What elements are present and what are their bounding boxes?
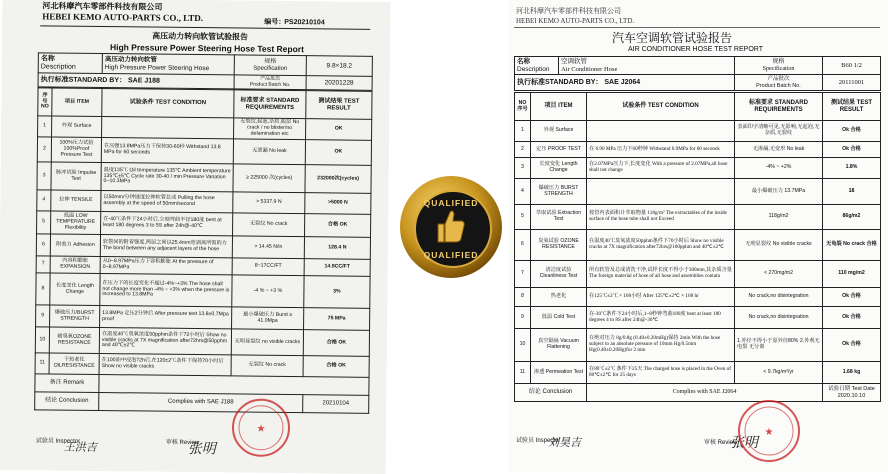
left-results-table bbox=[34, 87, 372, 413]
table-row: 10 真空隔扁 Vacuum Flattening 在绝对压力 8g/0.8g (0.40±0.20mHg)保持 2min With the hose subject to an absolute pressure of 10mm Hg/0.5mm Hg(0.40±0.20Hg)for 2 min 1.外径不得小于原外径80% 2.外观无电裂 无分离 Ok 合格 bbox=[515, 329, 881, 362]
left-info-table bbox=[38, 52, 373, 91]
right-col-no: NO 序号 bbox=[515, 93, 531, 121]
left-company-en: HEBEI KEMO AUTO-PARTS CO., LTD. bbox=[42, 11, 204, 24]
right-batch-value: 20111001 bbox=[823, 75, 881, 91]
left-col-item: 项目 ITEM bbox=[52, 88, 102, 117]
table-row: 3 脉冲试验 Impulse Test 温度135℃ Oil temperature 135℃ Ambient temperature 135℃±5℃ Cycle rate 30-40 / min Pressure Variation 0~10.3MPa ≥ 225000 次(cycles) 232000次(cycles) bbox=[37, 162, 371, 193]
right-test-report bbox=[508, 0, 888, 472]
right-conclusion-row bbox=[515, 384, 881, 402]
right-quality-stamp bbox=[738, 400, 800, 462]
left-title-en: High Pressure Power Steering Hose Test Report bbox=[109, 42, 304, 55]
table-row: 6 附着力 Adhesion 软管间的附着强度,两层之间以25.4mm宽剥离所需的力 The bond between any adjacent layers of the hose > 14.45 N/in 128.4 N bbox=[36, 234, 370, 259]
left-reviewer-label: 审核 Review bbox=[165, 439, 200, 447]
right-title-en: AIR CONDITIONER HOSE TEST REPORT bbox=[628, 46, 763, 53]
table-row: 3 长度变化 Length Change 在2.07MPa压力下,长度变化 With a pressure of 2.07MPa,all hose shall not change -4% ~ +2% 1.8% bbox=[515, 158, 881, 179]
right-standard: 执行标准STANDARD BY： SAE J2064 bbox=[515, 75, 735, 91]
left-name-value: 高压动力转向软管 High Pressure Power Steering Hose bbox=[102, 54, 234, 75]
right-conclusion-label: 结论 Conclusion bbox=[515, 384, 587, 402]
left-remark-label: 备注 Remark bbox=[35, 374, 99, 393]
table-row: 11 干热老化 OILRESISTANCE 在100油中浸泡72h后,在120±2℃条件下保持70小时后 Show no visible cracks 无裂纹 No crack 合格 OK bbox=[35, 353, 369, 377]
left-conclusion-row bbox=[35, 392, 369, 413]
right-reviewer-label: 审核 Review bbox=[704, 440, 738, 446]
left-conclusion-label: 结论 Conclusion bbox=[35, 392, 99, 411]
table-row: 2 定压 PROOF TEST 在 6.90 MPa 压力下60秒钟 Withstand 6.9MPa for 60 seconds 无渗漏,无变形 No leak Ok 合格 bbox=[515, 142, 881, 158]
svg-text:★: ★ bbox=[256, 423, 266, 435]
left-stamp-star-icon bbox=[234, 400, 289, 455]
left-batch-label: 产品批次 Product Batch No. bbox=[234, 75, 306, 90]
svg-text:★: ★ bbox=[764, 427, 774, 438]
table-row: 5 萃取试验 Extraction Test 按管内表面积计萃取物量 118g/m² The extractables of the inside surface of the hose tube shall not Exceed 118g/m2 86g/m2 bbox=[515, 205, 881, 230]
left-col-condition: 试验条件 TEST CONDITION bbox=[102, 89, 234, 118]
right-name-label: 名称 Description bbox=[515, 57, 559, 75]
right-spec-label: 规格 Specification bbox=[735, 57, 823, 75]
table-row: 1 外观 Surface 表面印字清晰可见,无影响,无起泡,无杂质,无裂纹 Ok 合格 bbox=[515, 121, 881, 142]
table-row: 9 爆破压力/BURST STRENGTH 13.8MPa 定压2分钟后 After pressure test 13.8±0.7Mpa proof 最小爆破压力 Burst ≥ 41.0Mpa 75 MPa bbox=[36, 305, 370, 330]
table-row: 11 渗透 Permeation Test 在80℃±2℃ 条件下25天 The charged hose is placed in the Oven of 80℃±2℃ for 25 days < 9.7kg/m²/yr 1.68 kg bbox=[515, 362, 881, 384]
left-conclusion-date: 20210104 bbox=[303, 395, 369, 414]
right-stamp-star-icon bbox=[740, 402, 798, 460]
left-reviewer-signature: 张明 bbox=[187, 440, 216, 458]
table-row: 2 100%压力试验 100%Proof Pressure Test 在压强13.8MPa压力下保持30-60秒 Withstand 13.8 MPa for 60 seconds 无泄漏 No leak OK bbox=[37, 137, 371, 165]
right-company-en: HEBEI KEMO AUTO-PARTS CO., LTD. bbox=[516, 17, 635, 25]
left-name-label: 名称 Description bbox=[38, 53, 102, 74]
table-row: 9 低温 Cold Test 在-30℃条件下24小时后,1~8秒钟弯曲180度 bent at least 180 degrees 4 to 8S after 24h@-30℃ No crack,no disintegration Ok 合格 bbox=[515, 307, 881, 329]
table-row: 7 清洁度试验 Cleanliness Test 所有软管及总成清洗干净,试样长度不得小于300mm,其杂质含量 The foreign material of hose of all hose and assemblies contain < 270mg/m2 110 mg/m2 bbox=[515, 261, 881, 288]
right-company-cn: 河北科摩汽车零部件科技有限公司 bbox=[516, 7, 621, 15]
right-inspector-signature: 刘昊吉 bbox=[548, 436, 581, 449]
right-header-rule bbox=[514, 27, 880, 28]
table-row: 10 耐臭氧OZONE RESISTANCE 在温度40℃臭氧浓度50pphm条件下72小时后 Show no visible cracks at 7X magnification after72hrs@50pphm and 40℃±2℃ 无明显裂纹 no visible cracks 合格 OK bbox=[35, 327, 369, 356]
right-results-table bbox=[514, 92, 881, 402]
left-standard: 执行标准STANDARD BY： SAE J188 bbox=[38, 73, 234, 89]
left-report-number: PS20210104 bbox=[284, 18, 325, 27]
right-spec-value: B60 1/2 bbox=[823, 57, 881, 75]
left-header-row bbox=[38, 88, 372, 119]
thumbs-up-icon bbox=[436, 208, 466, 249]
left-inspector-signature: 王洪吉 bbox=[63, 440, 97, 454]
right-col-item: 项目 ITEM bbox=[531, 93, 587, 121]
badge-bottom-text: QUALIFIED bbox=[423, 250, 479, 260]
table-row: 7 内容积膨胀 EXPANSION 从0~8.97MPa压力下容积膨胀 At the pressure of 0~8.97MPa 8~17CC/FT 14.9CC/FT bbox=[36, 256, 370, 276]
left-batch-value: 20201228 bbox=[306, 76, 372, 91]
right-test-date-cell: 试验日期 Test Date 2020.10.10 bbox=[823, 384, 881, 402]
left-quality-stamp bbox=[232, 398, 291, 457]
table-row: 4 拉伸 TENSILE 以50mm/分钟速度拉伸软管总成 Pulling the hose assembly at the speed of 50mm/second > 5337.9 N >5000 N bbox=[37, 190, 371, 214]
left-col-requirements: 标准要求 STANDARD REQUIREMENTS bbox=[234, 90, 306, 119]
left-spec-value: 9.8×18.2 bbox=[306, 56, 372, 77]
left-company-cn: 河北科摩汽车零部件科技有限公司 bbox=[42, 1, 163, 12]
right-inspector-label: 试验员 Inspector bbox=[516, 438, 561, 444]
left-number-label: 编号： bbox=[264, 18, 286, 26]
right-name-value: 空调软管 Air Conditioner Hose bbox=[559, 57, 735, 75]
left-col-result: 测试结果 TEST RESULT bbox=[306, 91, 372, 120]
right-col-condition: 试验条件 TEST CONDITION bbox=[587, 93, 735, 121]
right-conclusion-value: Complies with SAE J2064 bbox=[587, 384, 823, 402]
table-row: 8 长度变化 Length Change 在压力下的长度变化不超过-4%~+3% The hose shall not change more than -4% ~ +3% when the pressure is increased to 13.8MPa -4 % ~ +3 % 3% bbox=[36, 273, 370, 308]
left-col-no: 序号 NO bbox=[38, 88, 52, 116]
right-header-row bbox=[515, 93, 881, 121]
right-batch-label: 产品批次 Product Batch No. bbox=[735, 75, 823, 91]
left-conclusion-value: Complies with SAE J188 bbox=[99, 393, 303, 413]
table-row: 6 臭氧试验 OZONE RESISTANCE 在温度40℃臭氧浓度50pphm条件下70小时后 Show no visible cracks at 7X magnification after72hrs@100pphm and 40℃±2℃ 无明显裂纹 No visible cracks 无龟裂 No crack 合格 bbox=[515, 230, 881, 261]
qualified-badge bbox=[400, 176, 502, 278]
left-test-report bbox=[0, 0, 390, 474]
right-col-requirements: 标准要求 STANDARD REQUIREMENTS bbox=[735, 93, 823, 121]
table-row: 4 爆破压力 BURST STRENGTH 最小爆破压力 13.7MPa 18 bbox=[515, 179, 881, 205]
right-title-cn: 汽车空调软管试验报告 bbox=[612, 31, 733, 45]
badge-top-text: QUALIFIED bbox=[423, 198, 479, 208]
table-row: 5 低温 LOW TEMPERATURE Flexibility 在-40℃条件下24小时后,立刻弯曲半径180度 bent at least 180 degrees 3 to 5S after 24h@-40℃ 无裂纹 No crack 合格 OK bbox=[37, 211, 371, 237]
right-info-table bbox=[514, 56, 881, 91]
table-row: 1 外观 Surface 无裂纹,起泡,杂质,脱层 No crack / no blister/no delamination etc OK bbox=[38, 116, 372, 140]
table-row: 8 热老化 在125℃±2℃ × 168小时 After 125℃±2℃ × 168 hr No crack,no disintegration Ok 合格 bbox=[515, 288, 881, 307]
right-col-result: 测试结果 TEST RESULT bbox=[823, 93, 881, 121]
left-spec-label: 规格 Specification bbox=[234, 55, 306, 76]
left-inspector-label: 试验员 Inspector bbox=[35, 438, 81, 445]
right-reviewer-signature: 张明 bbox=[730, 435, 758, 451]
left-title-cn: 高压动力转向软管试验报告 bbox=[152, 31, 249, 42]
